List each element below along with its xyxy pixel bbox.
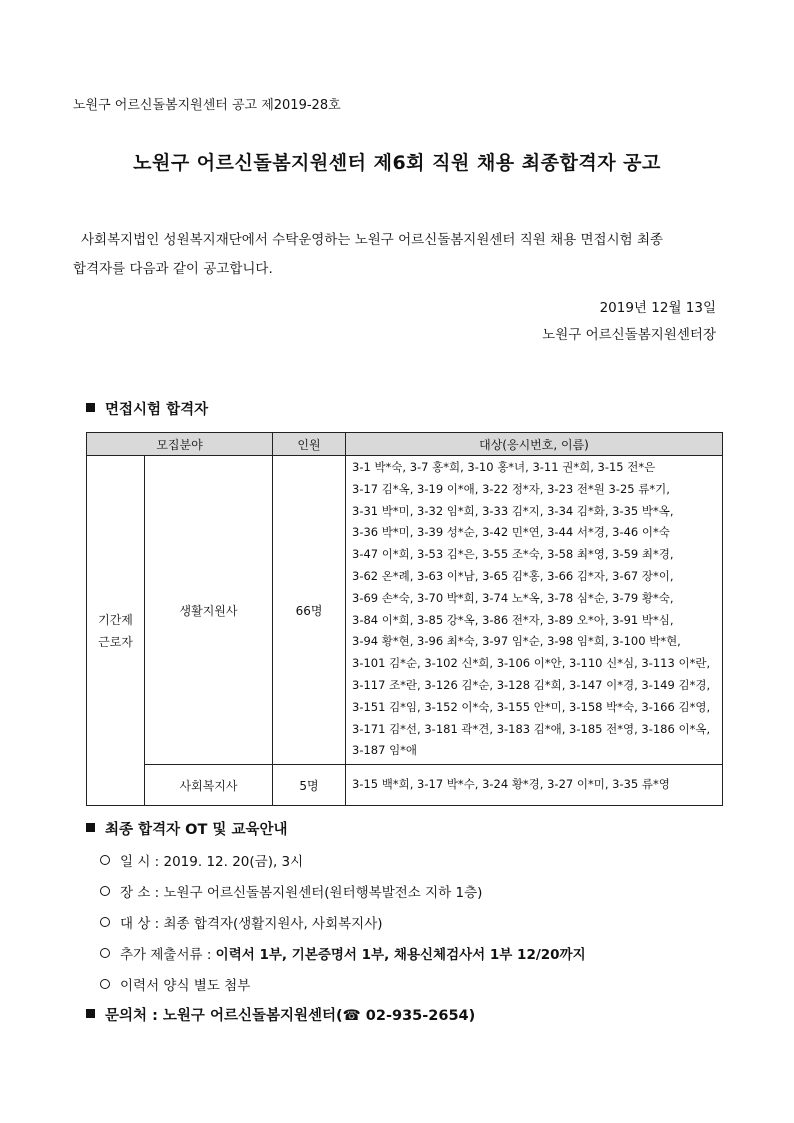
circle-bullet-icon (100, 855, 110, 865)
info-attachment (100, 974, 250, 994)
field-cell: 생활지원사 (145, 456, 273, 765)
section-ot-guide (86, 818, 287, 839)
info-place (100, 881, 482, 901)
group-line-1: 기간제 (98, 612, 133, 627)
names-line: 3-171 김*선, 3-181 곽*견, 3-183 김*애, 3-185 전*영, 3-186 이*옥, (352, 721, 711, 736)
circle-bullet-icon (100, 979, 110, 989)
names-line: 3-69 손*숙, 3-70 박*희, 3-74 노*옥, 3-78 심*순, 3-79 황*숙, (352, 590, 674, 605)
names-line: 3-187 임*애 (352, 743, 418, 758)
count-cell: 5명 (273, 765, 346, 806)
names-line: 3-151 김*임, 3-152 이*숙, 3-155 안*미, 3-158 박*숙, 3-166 김*영, (352, 699, 711, 714)
names-cell (346, 456, 723, 765)
section-title: 최종 합격자 OT 및 교육안내 (105, 822, 288, 838)
contact-info (86, 1004, 475, 1025)
info-text: 이력서 양식 별도 첨부 (120, 978, 251, 994)
table-row (87, 456, 723, 765)
results-table (86, 432, 723, 806)
names-line: 3-94 황*현, 3-96 최*숙, 3-97 임*순, 3-98 임*희, 3-100 박*현, (352, 634, 681, 649)
header-count: 인원 (273, 433, 346, 456)
names-line: 3-47 이*희, 3-53 김*은, 3-55 조*숙, 3-58 최*영, 3-59 최*경, (352, 547, 674, 562)
names-line: 3-31 박*미, 3-32 임*희, 3-33 김*지, 3-34 김*화, 3-35 박*옥, (352, 503, 674, 518)
header-target: 대상(응시번호, 이름) (346, 433, 723, 456)
info-label: 추가 제출서류 : (120, 947, 216, 963)
section-title: 면접시험 합격자 (105, 402, 209, 418)
notice-number: 노원구 어르신돌봄지원센터 공고 제2019-28호 (73, 98, 341, 113)
names-line: 3-36 박*미, 3-39 성*순, 3-42 민*연, 3-44 서*경, 3-46 이*숙 (352, 525, 670, 540)
intro-paragraph (73, 226, 733, 284)
info-text: 대 상 : 최종 합격자(생활지원사, 사회복지사) (120, 916, 383, 932)
section-interview-passers (86, 398, 208, 419)
names-line: 3-1 박*숙, 3-7 홍*희, 3-10 홍*녀, 3-11 권*희, 3-15 전*은 (352, 460, 656, 474)
names-line: 3-62 온*례, 3-63 이*남, 3-65 김*홍, 3-66 김*자, 3-67 장*이, (352, 568, 674, 583)
page-title: 노원구 어르신돌봄지원센터 제6회 직원 채용 최종합격자 공고 (133, 152, 661, 174)
names-line: 3-17 김*옥, 3-19 이*애, 3-22 정*자, 3-23 전*원 3-25 류*기, (352, 481, 670, 496)
info-text: 장 소 : 노원구 어르신돌봄지원센터(원터행복발전소 지하 1층) (120, 885, 483, 901)
info-datetime (100, 850, 303, 870)
header-field: 모집분야 (87, 433, 273, 456)
names-cell (346, 765, 723, 806)
circle-bullet-icon (100, 917, 110, 927)
table-row (87, 765, 723, 806)
contact-text: 문의처 : 노원구 어르신돌봄지원센터(☎ 02-935-2654) (105, 1008, 476, 1024)
names-line: 3-84 이*희, 3-85 강*옥, 3-86 전*자, 3-89 오*아, 3-91 박*심, (352, 612, 674, 627)
square-bullet-icon (86, 1009, 95, 1018)
square-bullet-icon (86, 823, 95, 832)
names-line: 3-101 김*순, 3-102 신*희, 3-106 이*안, 3-110 신*심, 3-113 이*란, (352, 656, 711, 671)
circle-bullet-icon (100, 948, 110, 958)
field-cell: 사회복지사 (145, 765, 273, 806)
info-value: 이력서 1부, 기본증명서 1부, 채용신체검사서 1부 12/20까지 (215, 947, 586, 963)
info-text: 일 시 : 2019. 12. 20(금), 3시 (120, 854, 304, 870)
names-line: 3-15 백*희, 3-17 박*수, 3-24 황*경, 3-27 이*미, 3-35 류*영 (352, 776, 670, 791)
group-cell (87, 456, 145, 806)
count-cell: 66명 (273, 456, 346, 765)
notice-date: 2019년 12월 13일 (599, 300, 716, 316)
intro-line-2: 합격자를 다음과 같이 공고합니다. (73, 261, 273, 277)
issuer: 노원구 어르신돌봄지원센터장 (542, 327, 716, 343)
circle-bullet-icon (100, 886, 110, 896)
info-documents (100, 943, 586, 963)
group-line-2: 근로자 (98, 634, 133, 649)
table-header-row (87, 433, 723, 456)
intro-line-1: 사회복지법인 성원복지재단에서 수탁운영하는 노원구 어르신돌봄지원센터 직원 채용 면접시험 최종 (81, 232, 664, 248)
square-bullet-icon (86, 403, 95, 412)
info-target (100, 912, 383, 932)
names-line: 3-117 조*란, 3-126 김*순, 3-128 김*희, 3-147 이*경, 3-149 김*경, (352, 677, 711, 692)
